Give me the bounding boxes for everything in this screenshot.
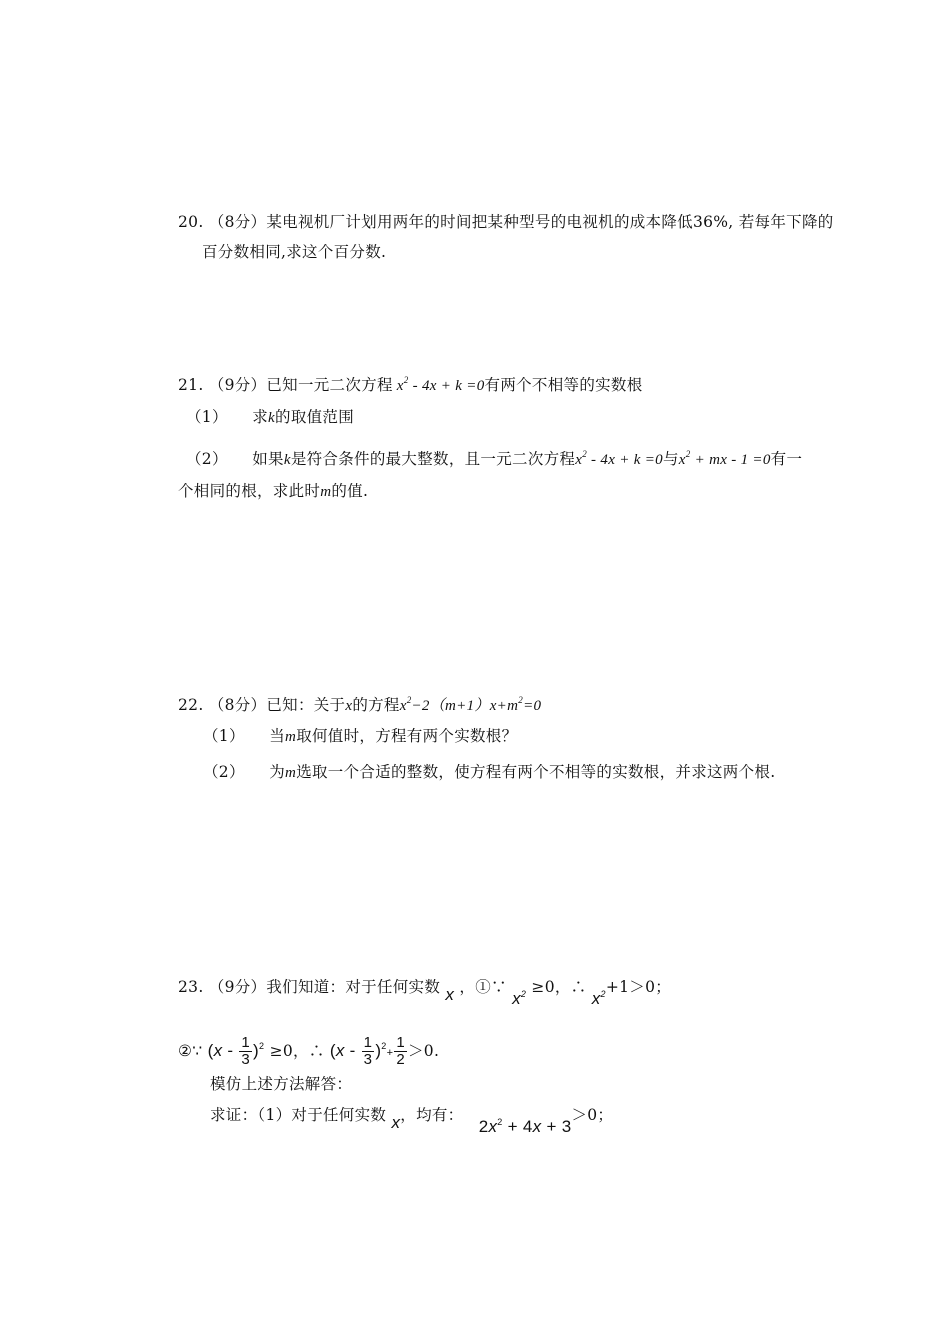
q23-line2	[178, 1024, 439, 1068]
q20-line2: 百分数相同,求这个百分数.	[202, 243, 387, 261]
q23-intro-x-squared-1: $x^2$	[512, 989, 527, 1008]
q22-intro	[178, 690, 541, 716]
fraction-one-third-2: $\frac{1}{3}$	[363, 1034, 373, 1069]
q23-line4-text-3: ＞0；	[571, 1106, 614, 1124]
q22-part2-text-2: 选取一个合适的整数，使方程有两个不相等的实数根，并求这两个根.	[296, 763, 776, 781]
q21-part2-equation2: $x^2$ + mx - 1 =0	[678, 449, 771, 468]
q23-line2-text: ②∵	[178, 1042, 203, 1060]
q23-line2-text-2: ≥0，∴	[269, 1042, 325, 1060]
q21-intro-text: 21. （9分）已知一元二次方程	[178, 376, 393, 394]
q21-part2	[186, 444, 802, 470]
q23-line4-text: 求证：（1）对于任何实数	[210, 1106, 387, 1124]
q21-intro-text-2: 有两个不相等的实数根	[484, 376, 643, 394]
q22-part2-text: 为	[269, 763, 286, 781]
q23-intro	[178, 972, 672, 1008]
q22-part1	[203, 726, 517, 747]
q23-line4-var: x	[391, 1113, 401, 1132]
q21-part1-var: k	[268, 410, 276, 426]
q20-line1: 20. （8分）某电视机厂计划用两年的时间把某种型号的电视机的成本降低36%, 若每年下降的	[178, 213, 834, 231]
q23-intro-var: x	[445, 985, 455, 1004]
q21-part2-line2-text-2: 的值.	[331, 482, 369, 500]
q21-intro-equation: $x^2 - 4x + k =0$	[392, 375, 485, 394]
q22-intro-equation: $x^2-2(m+1)x+m^2=0$	[399, 695, 542, 714]
q21-part1-number: （1）	[186, 408, 228, 426]
q22-part1-var: m	[285, 729, 297, 745]
q22-part2-number: （2）	[203, 763, 245, 781]
q23-line2-expr2: (x - $\frac{1}{3}$ )$^2$+ $\frac{1}{2}$	[329, 1034, 405, 1069]
q22-intro-text-2: 的方程	[352, 696, 400, 714]
q21-part2-text-3: 与	[662, 450, 679, 468]
q21-part1-text: 求	[252, 408, 269, 426]
q21-part2-equation1: $x^2 - 4x + k =0$	[575, 449, 663, 468]
q23-line4-expression: $2x^2 + 4x + 3$	[478, 1117, 572, 1136]
q22-part1-text-2: 取何值时，方程有两个实数根？	[296, 727, 518, 745]
q21-part2-text-2: 是符合条件的最大整数，且一元二次方程	[290, 450, 576, 468]
q21-part2-text-4: 有一	[770, 450, 803, 468]
q21-part2-line2-text: 个相同的根，求此时	[178, 482, 321, 500]
q21-part2-number: （2）	[186, 450, 228, 468]
q23-line2-expr1: (x - $\frac{1}{3}$ )$^2$	[207, 1034, 265, 1069]
q23-intro-x-squared-2: $x^2$	[591, 989, 606, 1008]
fraction-one-third: $\frac{1}{3}$	[241, 1034, 251, 1069]
q21-part2-line2	[178, 481, 368, 502]
fraction-one-half: $\frac{1}{2}$	[396, 1034, 405, 1069]
q23-line4-text-2: ，均有：	[400, 1106, 464, 1124]
q22-part1-text: 当	[269, 727, 286, 745]
q23-intro-text: 23. （9分）我们知道：对于任何实数	[178, 978, 441, 996]
q22-part1-number: （1）	[203, 727, 245, 745]
q23-line4	[210, 1100, 614, 1136]
q22-intro-text: 22. （8分）已知：关于	[178, 696, 346, 714]
q21-intro	[178, 370, 643, 396]
q21-part2-line2-var: m	[320, 484, 332, 500]
q23-line2-text-3: ＞0.	[407, 1042, 440, 1060]
q23-intro-text-3: ≥0，∴	[531, 978, 587, 996]
q23-line3: 模仿上述方法解答：	[210, 1075, 353, 1093]
q22-part2-var: m	[285, 765, 297, 781]
q21-part2-text: 如果	[252, 450, 284, 468]
q23-intro-text-4: +1＞0；	[605, 978, 672, 996]
q22-part2	[203, 762, 775, 783]
q21-part1-text-2: 的取值范围	[275, 408, 355, 426]
q23-intro-text-2: ，①∵	[459, 978, 507, 996]
q22-intro-var: x	[345, 698, 353, 714]
q21-part1	[186, 407, 354, 428]
q21-part2-var: k	[283, 452, 291, 468]
